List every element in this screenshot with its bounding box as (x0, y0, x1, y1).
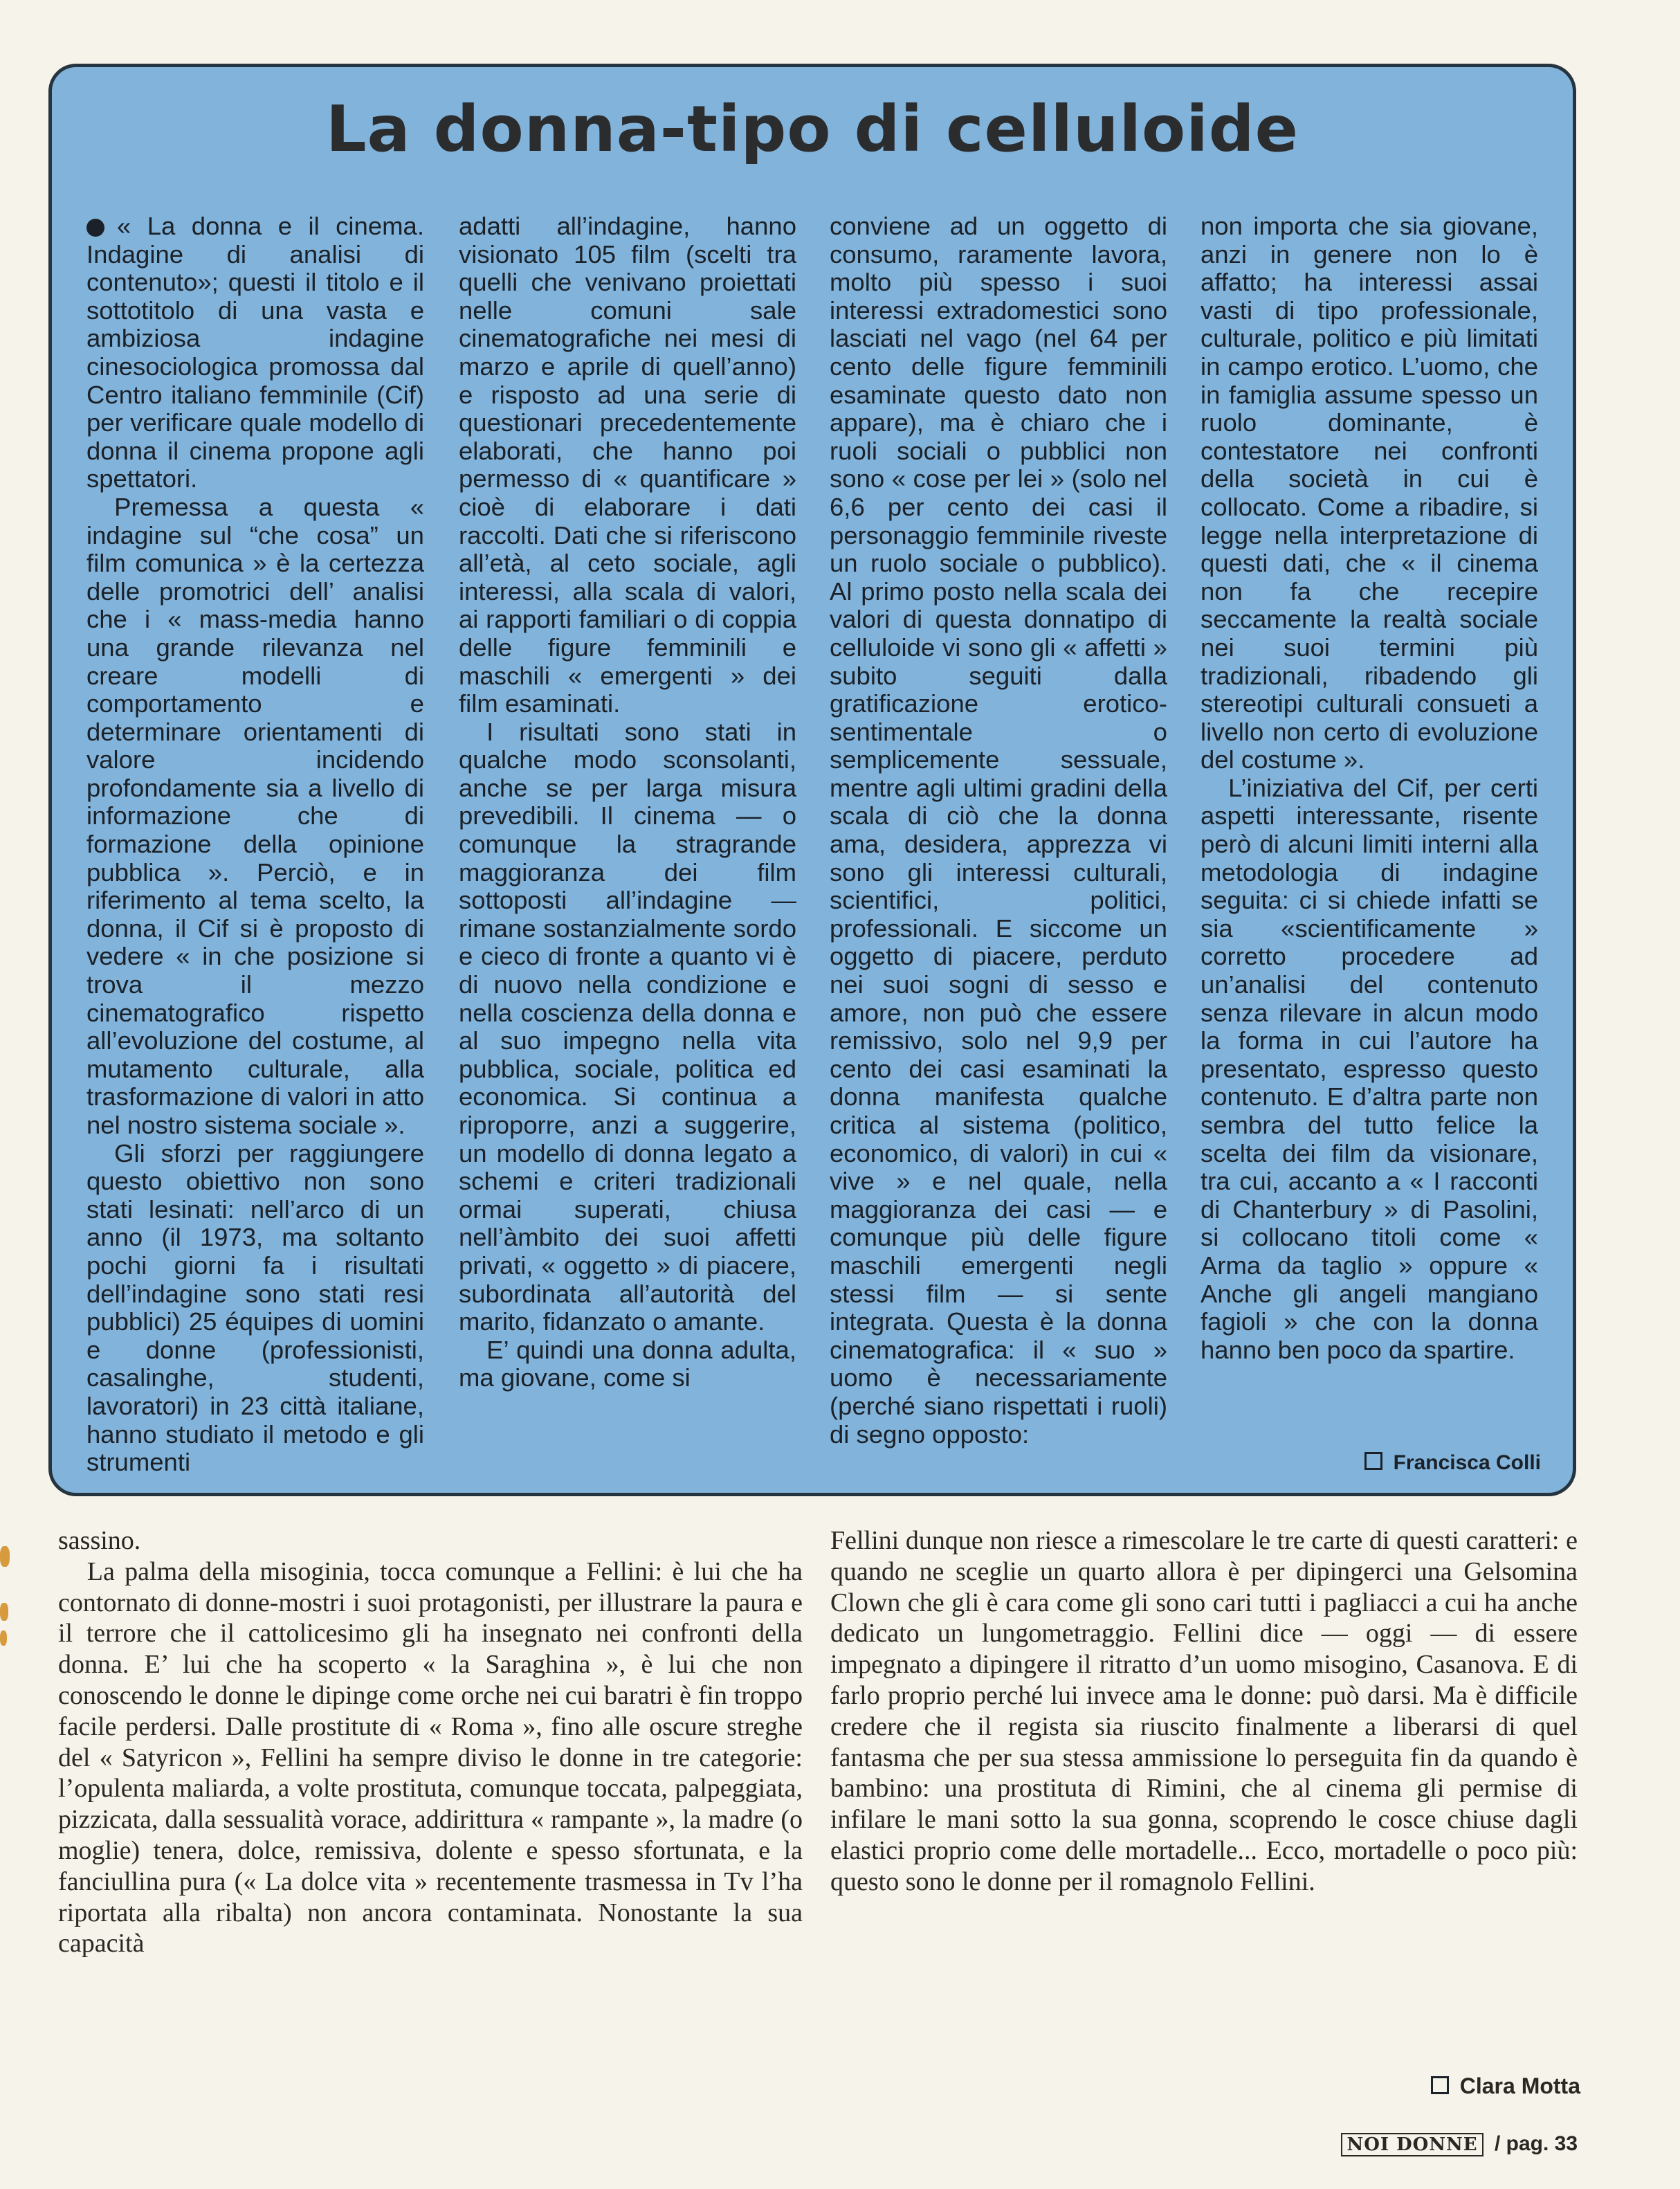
article-paragraph: E’ quindi una donna adulta, ma giovane, come si (459, 1335, 796, 1392)
square-bullet-icon (1364, 1452, 1382, 1470)
article-paragraph: non importa che sia giovane, anzi in genere non lo è affatto; ha interessi assai vasti di tipo professionale, culturale, politico e più limitati in campo erotico. L’uomo, che in famiglia assume spesso un ruolo dominante, è contestatore nei confronti della società in cui è collocato. Come a ribadire, si legge nella interpretazione di questi dati, che « il cinema non fa che recepire seccamente la realtà sociale nei suoi termini più tradizionali, ribadendo gli stereotipi culturali consueti a livello non certo di evoluzione del costume ». (1200, 212, 1538, 774)
main-column-left (58, 1525, 803, 1959)
article-column-4 (1200, 212, 1538, 1364)
main-author (1431, 2073, 1580, 2099)
margin-stain (0, 1603, 8, 1621)
main-paragraph: sassino. (58, 1526, 141, 1555)
article-author (1364, 1451, 1541, 1475)
main-paragraph: La palma della misoginia, tocca comunque a Fellini: è lui che ha contornato di donne-mostri i suoi protagonisti, per illustrare la paura e il terrore che il cattolicesimo gli ha insegnato nei confronti della donna. E’ lui che ha scoperto « la Saraghina », è lui che non conoscendo le donne le dipinge come orche nei cui baratri è fin troppo facile perdersi. Dalle prostitute di « Roma », fino alle oscure streghe del « Satyricon », Fellini ha sempre diviso le donne in tre categorie: l’opulenta maliarda, a volte prostituta, comunque toccata, palpeggiata, pizzicata, dalla sessualità vorace, addirittura « rampante », la madre (o moglie) tenera, dolce, remissiva, dolente e spesso sfortunata, e la fanciullina pura (« La dolce vita » recentemente trasmessa in Tv l’ha riportata alla ribalta) non ancora contaminata. Nonostante la sua capacità (58, 1556, 803, 1959)
article-paragraph (86, 212, 424, 493)
article-paragraph: Premessa a questa « indagine sul “che cosa” un film comunica » è la certezza delle promotrici dell’ analisi che i « mass-media hanno una grande rilevanza nel creare modelli di comportamento e determinare orientamenti di valore incidendo profondamente sia a livello di informazione che di formazione della opinione pubblica ». Perciò, e in riferimento al tema scelto, la donna, il Cif si è proposto di vedere « in che posizione si trova il mezzo cinematografico rispetto all’evoluzione del costume, al mutamento culturale, alla trasformazione di valori in atto nel nostro sistema sociale ». (86, 492, 424, 1139)
article-title: La donna-tipo di celluloide (325, 92, 1299, 166)
article-paragraph: Gli sforzi per raggiungere questo obiettivo non sono stati lesinati: nell’arco di un anno (il 1973, ma soltanto pochi giorni fa i risultati dell’indagine sono stati resi pubblici) 25 équipes di uomini e donne (professionisti, casalinghe, studenti, lavoratori) in 23 città italiane, hanno studiato il metodo e gli strumenti (86, 1138, 424, 1477)
margin-stain (0, 1546, 10, 1567)
article-column-3 (830, 212, 1167, 1448)
page-footer (1341, 2132, 1578, 2156)
sidebar-article-box (48, 64, 1576, 1496)
article-paragraph: L’iniziativa del Cif, per certi aspetti interessante, risente però di alcuni limiti interni alla metodologia di indagine seguita: ci si chiede infatti se sia «scientificamente » corretto procedere ad un’analisi del contenuto senza rilevare in alcun modo la forma in cui l’autore ha presentato, espresso questo contenuto. E d’altra parte non sembra del tutto felice la scelta dei film da visionare, tra cui, accanto a « I racconti di Chanterbury » di Pasolini, si collocano titoli come « Arma da taglio » oppure « Anche gli angeli mangiano fagioli » che con la donna hanno ben poco da spartire. (1200, 773, 1538, 1364)
magazine-logo: NOI DONNE (1341, 2133, 1483, 2156)
author-name: Clara Motta (1459, 2073, 1580, 2098)
paragraph-text: « La donna e il cinema. Indagine di analisi di contenuto»; questi il titolo e il sottotitolo di una vasta e ambiziosa indagine cinesociologica promossa dal Centro italiano femminile (Cif) per verificare quale modello di donna il cinema propone agli spettatori. (86, 212, 424, 493)
article-column-2 (459, 212, 796, 1392)
article-paragraph: adatti all’indagine, hanno visionato 105 film (scelti tra quelli che venivano proiettati nelle comuni sale cinematografiche nei mesi di marzo e aprile di quell’anno) e risposto ad una serie di questionari precedentemente elaborati, che hanno poi permesso di « quantificare » cioè di elaborare i dati raccolti. Dati che si riferiscono all’età, al ceto sociale, agli interessi, alla scala di valori, ai rapporti familiari o di coppia delle figure femminili e maschili « emergenti » dei film esaminati. (459, 212, 796, 718)
author-name: Francisca Colli (1393, 1451, 1541, 1474)
article-paragraph: conviene ad un oggetto di consumo, raramente lavora, molto più spesso i suoi interessi extradomestici sono lasciati nel vago (nel 64 per cento delle figure femminili esaminate questo dato non appare), ma è chiaro che i ruoli sociali o pubblici non sono « cose per lei » (solo nel 6,6 per cento dei casi il personaggio femminile riveste un ruolo sociale o pubblico). Al primo posto nella scala dei valori di questa donnatipo di celluloide vi sono gli « affetti » subito seguiti dalla gratificazione erotico-sentimentale o semplicemente sessuale, mentre agli ultimi gradini della scala di ciò che la donna ama, desidera, apprezza vi sono gli interessi culturali, scientifici, politici, professionali. E siccome un oggetto di piacere, perduto nei suoi sogni di sesso e amore, non può che essere remissivo, solo nel 9,9 per cento dei casi esaminati la donna manifesta qualche critica al sistema (politico, economico, di valori) in cui « vive » e nel quale, nella maggioranza dei casi — e comunque più delle figure maschili emergenti negli stessi film — si sente integrata. Questa è la donna cinematografica: il « suo » uomo è necessariamente (perché siano rispettati i ruoli) di segno opposto: (830, 212, 1167, 1448)
square-bullet-icon (1431, 2076, 1449, 2094)
margin-stain (0, 1631, 7, 1646)
main-column-right (830, 1525, 1578, 1898)
article-column-1 (86, 212, 424, 1477)
page-number: / pag. 33 (1494, 2132, 1578, 2155)
article-paragraph: I risultati sono stati in qualche modo sconsolanti, anche se per larga misura prevedibili. Il cinema — o comunque la stragrande maggioranza dei film sottoposti all’indagine — rimane sostanzialmente sordo e cieco di fronte a quanto vi è di nuovo nella condizione e nella coscienza della donna e al suo impegno nella vita pubblica, sociale, politica ed economica. Si continua a riproporre, anzi a suggerire, un modello di donna legato a schemi e criteri tradizionali ormai superati, chiusa nell’àmbito dei suoi affetti privati, « oggetto » di piacere, subordinata all’autorità del marito, fidanzato o amante. (459, 717, 796, 1336)
bullet-dot-icon (86, 219, 104, 237)
main-paragraph: Fellini dunque non riesce a rimescolare le tre carte di questi caratteri: e quando ne sceglie un quarto allora è per dipingerci una Gelsomina Clown che gli è cara come gli sono cari tutti i pagliacci a cui ha anche dedicato un lungometraggio. Fellini dice — oggi — di essere impegnato a dipingere il ritratto d’un uomo misogino, Casanova. E di farlo proprio perché lui invece ama le donne: può darsi. Ma è difficile credere che il regista sia riuscito finalmente a liberarsi di quel fantasma che per sua stessa ammissione lo perseguita fin da quando è bambino: una prostituta di Rimini, che al cinema gli permise di infilare le mani sotto la sua gonna, scoprendo le cosce chiuse dagli elastici proprio come delle mortadelle... Ecco, mortadelle o poco più: questo sono le donne per il romagnolo Fellini. (830, 1526, 1578, 1896)
